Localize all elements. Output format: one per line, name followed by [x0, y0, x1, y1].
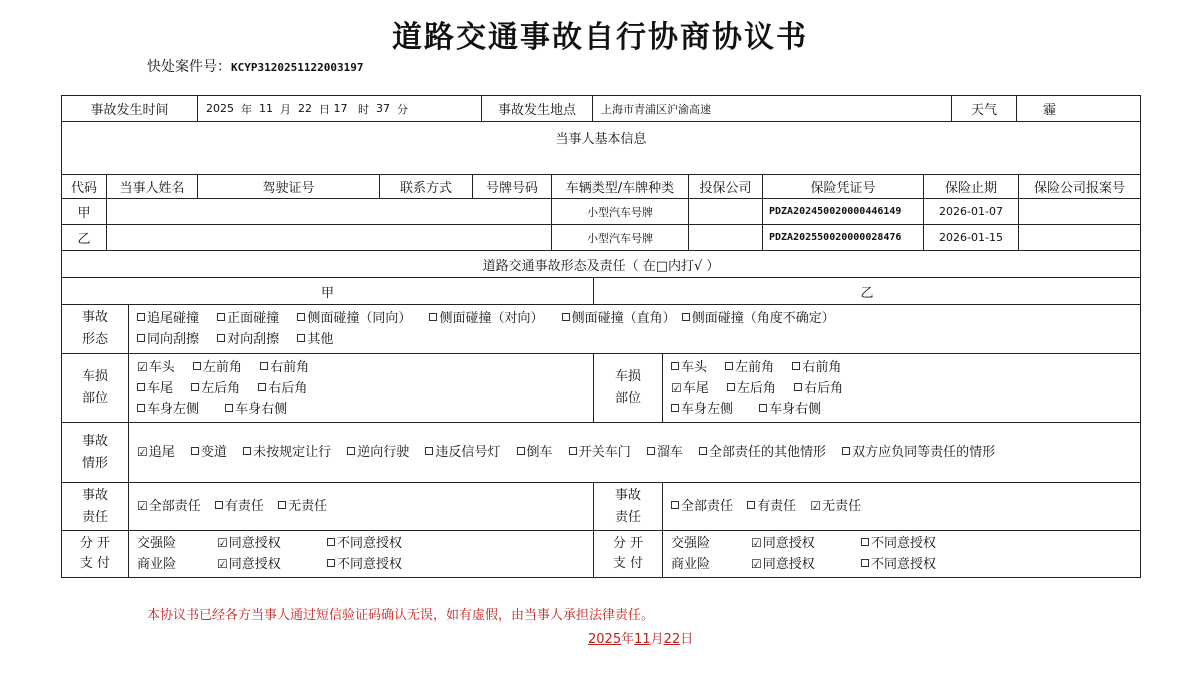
form-label-line2: 形态 [81, 332, 108, 347]
date-month-unit: 月 [650, 632, 664, 647]
checked-icon: ☑ [217, 536, 228, 550]
resp-b-option-label: 无责任 [822, 499, 862, 514]
damage-a-option-label: 左前角 [202, 359, 242, 375]
checkbox-icon [137, 383, 145, 391]
situation-option-label: 变道 [200, 445, 227, 460]
checkbox-icon [258, 383, 266, 391]
header-vehicle-type: 车辆类型/车牌种类 [551, 174, 689, 199]
damage-a-option-label: 车头 [148, 359, 175, 375]
situation-option-label: 逆向行驶 [357, 445, 410, 460]
damage-b-option[interactable] [671, 399, 733, 420]
checkbox-icon [747, 501, 755, 509]
checkbox-icon [243, 447, 251, 455]
damage-options-a [128, 353, 594, 423]
checkbox-icon [842, 447, 850, 455]
pay-a-jq-agree[interactable] [217, 533, 327, 554]
damage-b-option[interactable] [792, 357, 841, 378]
checkbox-icon [215, 501, 223, 509]
party-b-header: 乙 [593, 277, 1141, 305]
pay-options-a [128, 530, 594, 578]
checkbox-icon [792, 362, 800, 370]
resp-label-b-line1: 事故 [614, 487, 641, 503]
damage-b-option[interactable] [671, 378, 709, 399]
pay-label-b [593, 530, 663, 578]
form-option[interactable] [682, 308, 835, 329]
form-option-label: 对向刮擦 [227, 332, 280, 347]
checkbox-icon [347, 447, 355, 455]
checkbox-icon [562, 313, 570, 321]
time-day: 22 [298, 102, 312, 115]
pay-a-jq-label: 交强险 [137, 536, 177, 551]
checkbox-icon [682, 313, 690, 321]
checkbox-icon [671, 404, 679, 412]
header-policy: 保险凭证号 [762, 174, 924, 199]
checkbox-icon [297, 334, 305, 342]
situation-option[interactable] [647, 442, 683, 463]
checkbox-icon [861, 559, 869, 567]
damage-b-option-label: 车尾 [682, 380, 709, 396]
form-label [61, 304, 129, 354]
situation-option[interactable] [347, 442, 409, 463]
damage-options-b [662, 353, 1141, 423]
form-option-label: 其他 [307, 332, 334, 347]
damage-a-option-label: 右前角 [270, 359, 310, 375]
checked-icon: ☑ [751, 557, 762, 571]
checked-icon: ☑ [671, 380, 682, 395]
pay-label-b-line2: 支 付 [612, 556, 644, 571]
checkbox-icon [671, 362, 679, 370]
checkbox-icon [297, 313, 305, 321]
resp-options-b [662, 482, 1141, 531]
form-option[interactable] [217, 308, 279, 329]
damage-b-option-label: 左后角 [736, 380, 776, 396]
form-option-label: 侧面碰撞（直角） [571, 311, 676, 326]
time-year-unit: 年 [241, 102, 252, 116]
form-option-label: 侧面碰撞（同向） [307, 311, 412, 326]
form-options [128, 304, 1141, 354]
case-number [147, 56, 363, 76]
checked-icon: ☑ [217, 557, 228, 571]
damage-label-b-line2: 部位 [614, 391, 641, 406]
checkbox-icon [699, 447, 707, 455]
agreement-table [61, 95, 1141, 578]
checkbox-icon [647, 447, 655, 455]
date-year-unit: 年 [621, 632, 635, 647]
form-option-label: 侧面碰撞（对向） [439, 311, 544, 326]
resp-a-option-label: 有责任 [224, 499, 264, 514]
time-minute-unit: 分 [397, 102, 408, 116]
checkbox-icon [191, 383, 199, 391]
checkbox-icon [425, 447, 433, 455]
time-month-unit: 月 [280, 102, 291, 116]
resp-label-b-line2: 责任 [614, 509, 641, 525]
resp-a-option[interactable] [215, 496, 264, 517]
footer-statement: 本协议书已经各方当事人通过短信验证码确认无误，如有虚假，由当事人承担法律责任。 [147, 608, 655, 623]
checkbox-icon [191, 447, 199, 455]
case-number-label: 快处案件号： [147, 59, 231, 75]
damage-b-option[interactable] [727, 378, 776, 399]
party-a-report-no [1018, 198, 1141, 225]
damage-a-option[interactable] [137, 399, 199, 420]
damage-b-option[interactable] [725, 357, 774, 378]
situation-option[interactable] [517, 442, 553, 463]
pay-a-jq-agree-label: 同意授权 [228, 536, 281, 551]
resp-b-option[interactable] [810, 496, 861, 517]
pay-label-a-line2: 支 付 [79, 556, 111, 571]
checkbox-icon [861, 538, 869, 546]
damage-b-option-label: 右后角 [804, 380, 844, 396]
checked-icon: ☑ [810, 499, 822, 513]
damage-a-option-label: 右后角 [268, 380, 308, 396]
damage-a-option-label: 车身左侧 [147, 401, 200, 417]
situation-option[interactable] [243, 442, 331, 463]
accident-place: 上海市青浦区沪渝高速 [592, 95, 952, 122]
pay-label-b-line1: 分 开 [612, 536, 644, 551]
checkbox-icon [260, 362, 268, 370]
time-year: 2025 [206, 102, 234, 115]
form-option[interactable] [137, 308, 199, 329]
resp-label-a-line1: 事故 [81, 487, 108, 503]
checkbox-icon [429, 313, 437, 321]
damage-b-option-label: 车头 [681, 359, 708, 375]
damage-a-option[interactable] [225, 399, 287, 420]
situation-option[interactable] [425, 442, 500, 463]
form-option[interactable] [217, 329, 279, 350]
situation-option-label: 倒车 [526, 445, 553, 460]
checkbox-icon [327, 538, 335, 546]
form-option-label: 正面碰撞 [227, 311, 280, 326]
form-option[interactable] [429, 308, 543, 329]
pay-b-jq-disagree-label: 不同意授权 [871, 536, 937, 551]
situation-option[interactable] [699, 442, 826, 463]
damage-a-option[interactable] [191, 378, 240, 399]
form-option[interactable] [562, 308, 676, 329]
resp-a-option[interactable] [278, 496, 327, 517]
header-contact: 联系方式 [379, 174, 473, 199]
situation-option[interactable] [191, 442, 227, 463]
damage-b-option-label: 左前角 [735, 359, 775, 375]
form-option-label: 同向刮擦 [147, 332, 200, 347]
header-insurer: 投保公司 [688, 174, 763, 199]
situation-option[interactable] [569, 442, 631, 463]
header-plate: 号牌号码 [472, 174, 552, 199]
damage-a-option-label: 左后角 [201, 380, 241, 396]
pay-b-sy-agree-label: 同意授权 [762, 557, 815, 572]
form-title: 道路交通事故形态及责任（ 在□内打√ ） [61, 250, 1141, 278]
form-option-label: 侧面碰撞（角度不确定） [691, 311, 835, 326]
checkbox-icon [193, 362, 201, 370]
resp-b-option-label: 有责任 [757, 499, 797, 514]
header-expiry: 保险止期 [923, 174, 1019, 199]
pay-a-sy-disagree-label: 不同意授权 [337, 557, 403, 572]
resp-label-b [593, 482, 663, 531]
time-day-unit: 日 [319, 102, 330, 116]
pay-a-sy-label: 商业险 [137, 557, 177, 572]
party-b-policy: PDZA202550020000028476 [762, 224, 924, 251]
resp-label-a-line2: 责任 [81, 509, 108, 525]
checkbox-icon [217, 334, 225, 342]
time-hour-unit: 时 [358, 102, 369, 116]
checkbox-icon [517, 447, 525, 455]
situation-label [61, 422, 129, 483]
date-day-unit: 日 [680, 632, 694, 647]
damage-b-option-label: 车身右侧 [769, 401, 822, 417]
form-option[interactable] [297, 329, 333, 350]
time-hour: 17 [333, 102, 348, 115]
checkbox-icon [137, 334, 145, 342]
situation-option[interactable] [842, 442, 995, 463]
pay-a-jq-disagree-label: 不同意授权 [337, 536, 403, 551]
checkbox-icon [137, 404, 145, 412]
place-label: 事故发生地点 [481, 95, 593, 122]
form-option[interactable] [297, 308, 411, 329]
situation-options [128, 422, 1141, 483]
checkbox-icon [278, 501, 286, 509]
time-month: 11 [259, 102, 273, 115]
damage-b-option-label: 右前角 [802, 359, 842, 375]
weather-label: 天气 [951, 95, 1017, 122]
pay-label-a [61, 530, 129, 578]
header-code: 代码 [61, 174, 107, 199]
resp-a-option-label: 全部责任 [148, 499, 201, 514]
header-license: 驾驶证号 [197, 174, 380, 199]
party-a-policy: PDZA202450020000446149 [762, 198, 924, 225]
checked-icon: ☑ [751, 536, 762, 550]
party-a-vehicle-type: 小型汽车号牌 [551, 198, 689, 225]
checked-icon: ☑ [137, 359, 148, 374]
weather-value: 霾 [1016, 95, 1141, 122]
party-b-code: 乙 [61, 224, 107, 251]
damage-a-option[interactable] [260, 357, 309, 378]
damage-a-option-label: 车尾 [147, 380, 174, 396]
form-option-label: 追尾碰撞 [147, 311, 200, 326]
resp-b-option[interactable] [747, 496, 796, 517]
pay-a-jq-disagree[interactable] [327, 533, 447, 554]
date-year: 2025 [588, 632, 622, 647]
damage-b-option-label: 车身左侧 [681, 401, 734, 417]
pay-a-sy-agree-label: 同意授权 [228, 557, 281, 572]
checkbox-icon [727, 383, 735, 391]
checkbox-icon [137, 313, 145, 321]
pay-b-jq-agree[interactable] [751, 533, 861, 554]
case-number-value: KCYP3120251122003197 [231, 61, 364, 74]
checkbox-icon [569, 447, 577, 455]
party-b-expiry: 2026-01-15 [923, 224, 1019, 251]
checkbox-icon [327, 559, 335, 567]
date-month: 11 [634, 632, 651, 647]
damage-label-b-line1: 车损 [614, 369, 641, 384]
party-a-header: 甲 [61, 277, 594, 305]
checkbox-icon [671, 501, 679, 509]
damage-b-option[interactable] [759, 399, 821, 420]
date-day: 22 [663, 632, 681, 647]
party-a-code: 甲 [61, 198, 107, 225]
party-b-vehicle-type: 小型汽车号牌 [551, 224, 689, 251]
damage-label-a [61, 353, 129, 423]
form-option[interactable] [137, 329, 199, 350]
situation-option[interactable] [137, 442, 175, 463]
pay-options-b [662, 530, 1141, 578]
pay-b-sy-agree[interactable] [751, 554, 861, 575]
checkbox-icon [225, 404, 233, 412]
damage-a-option[interactable] [258, 378, 307, 399]
resp-a-option[interactable] [137, 496, 201, 517]
resp-options-a [128, 482, 594, 531]
situation-option-label: 违反信号灯 [435, 445, 501, 460]
situation-option-label: 全部责任的其他情形 [709, 445, 827, 460]
pay-b-jq-label: 交强险 [671, 536, 711, 551]
damage-b-option[interactable] [794, 378, 843, 399]
header-report-no: 保险公司报案号 [1018, 174, 1141, 199]
checkbox-icon [725, 362, 733, 370]
damage-label-a-line1: 车损 [81, 369, 108, 384]
party-b-insurer [688, 224, 763, 251]
situation-label-line2: 情形 [81, 455, 108, 471]
time-minute: 37 [376, 102, 390, 115]
damage-a-option[interactable] [193, 357, 242, 378]
situation-option-label: 未按规定让行 [253, 445, 332, 460]
accident-time [197, 95, 482, 122]
footer-date [588, 628, 693, 647]
checked-icon: ☑ [137, 445, 148, 459]
pay-label-a-line1: 分 开 [79, 536, 111, 551]
pay-b-sy-label: 商业险 [671, 557, 711, 572]
checkbox-icon [217, 313, 225, 321]
pay-b-jq-disagree[interactable] [861, 533, 981, 554]
damage-label-b [593, 353, 663, 423]
resp-b-option[interactable] [671, 496, 733, 517]
pay-a-sy-disagree[interactable] [327, 554, 447, 575]
damage-a-option-label: 车身右侧 [235, 401, 288, 417]
resp-b-option-label: 全部责任 [681, 499, 734, 514]
pay-b-jq-agree-label: 同意授权 [762, 536, 815, 551]
basic-info-title: 当事人基本信息 [61, 121, 1141, 175]
form-label-line1: 事故 [81, 310, 108, 325]
party-a-insurer [688, 198, 763, 225]
pay-a-sy-agree[interactable] [217, 554, 327, 575]
party-a-redacted [106, 198, 552, 225]
situation-label-line1: 事故 [81, 433, 108, 449]
party-b-redacted [106, 224, 552, 251]
resp-label-a [61, 482, 129, 531]
party-a-expiry: 2026-01-07 [923, 198, 1019, 225]
party-b-report-no [1018, 224, 1141, 251]
resp-a-option-label: 无责任 [288, 499, 328, 514]
page-title: 道路交通事故自行协商协议书 [392, 20, 808, 55]
pay-b-sy-disagree-label: 不同意授权 [871, 557, 937, 572]
header-name: 当事人姓名 [106, 174, 198, 199]
damage-label-a-line2: 部位 [81, 391, 108, 406]
damage-b-option[interactable] [671, 357, 707, 378]
checked-icon: ☑ [137, 499, 148, 513]
situation-option-label: 溜车 [656, 445, 683, 460]
situation-option-label: 追尾 [148, 445, 175, 460]
situation-option-label: 开关车门 [578, 445, 631, 460]
damage-a-option[interactable] [137, 378, 173, 399]
damage-a-option[interactable] [137, 357, 175, 378]
checkbox-icon [794, 383, 802, 391]
pay-b-sy-disagree[interactable] [861, 554, 981, 575]
time-label: 事故发生时间 [61, 95, 198, 122]
checkbox-icon [759, 404, 767, 412]
situation-option-label: 双方应负同等责任的情形 [852, 445, 996, 460]
